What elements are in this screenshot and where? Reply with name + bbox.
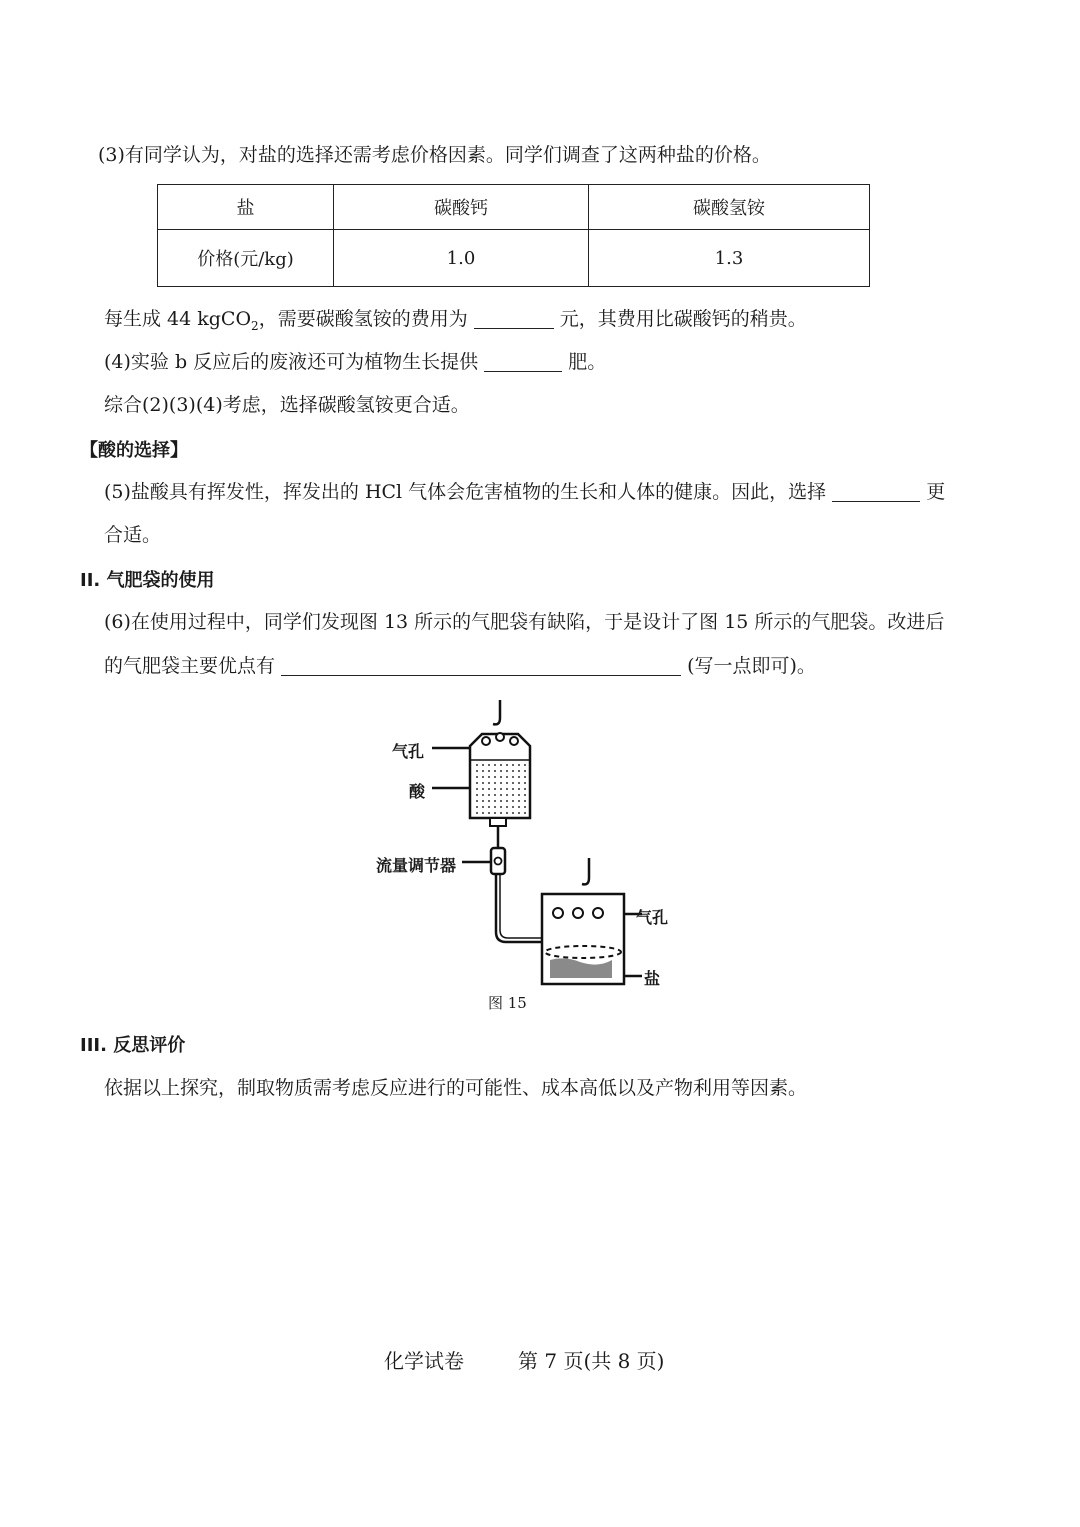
- summary: 综合(2)(3)(4)考虑，选择碳酸氢铵更合适。: [104, 394, 470, 416]
- acid-heading: 【酸的选择】: [80, 440, 188, 461]
- price-ammonium-bicarbonate: 1.3: [589, 230, 870, 287]
- cost-subscript: 2: [251, 318, 259, 333]
- q6-post: (写一点即可)。: [687, 655, 816, 677]
- answer-blank-cost[interactable]: [474, 308, 554, 329]
- answer-blank-advantage[interactable]: [281, 655, 681, 676]
- cost-mid: ，需要碳酸氢铵的费用为: [258, 308, 468, 330]
- acid-liquid: [473, 762, 527, 816]
- label-salt: 盐: [644, 969, 661, 988]
- table-row-label: 价格(元/kg): [158, 230, 334, 287]
- table-header-row: [158, 185, 870, 230]
- label-acid: 酸: [409, 782, 426, 801]
- q3-cost-line: [104, 306, 807, 339]
- table-header-salt: 盐: [158, 185, 334, 230]
- figure-caption: 图 15: [488, 994, 527, 1012]
- hook-icon: [582, 858, 589, 884]
- cost-post: 元，其费用比碳酸钙的稍贵。: [559, 308, 807, 330]
- section-2-heading: II. 气肥袋的使用: [80, 570, 215, 591]
- q6-line2: [104, 653, 816, 679]
- price-calcium-carbonate: 1.0: [334, 230, 589, 287]
- table-header-calcium-carbonate: 碳酸钙: [334, 185, 589, 230]
- answer-blank-acid[interactable]: [832, 481, 920, 502]
- conclusion: 依据以上探究，制取物质需考虑反应进行的可能性、成本高低以及产物利用等因素。: [104, 1077, 808, 1099]
- section-3-heading: III. 反思评价: [80, 1035, 186, 1056]
- vent-hole-icon: [573, 908, 583, 918]
- q6-pre: 的气肥袋主要优点有: [104, 655, 276, 677]
- tube-lower: [496, 874, 544, 942]
- label-flow-regulator: 流量调节器: [376, 856, 457, 875]
- q5-post: 更: [926, 481, 946, 503]
- vent-hole-icon: [482, 737, 490, 745]
- q5-pre: (5)盐酸具有挥发性，挥发出的 HCl 气体会危害植物的生长和人体的健康。因此，选择: [104, 481, 827, 503]
- q4-pre: (4)实验 b 反应后的废液还可为植物生长提供: [104, 351, 479, 373]
- vent-hole-icon: [593, 908, 603, 918]
- q3-intro: (3)有同学认为，对盐的选择还需考虑价格因素。同学们调查了这两种盐的价格。: [98, 144, 771, 166]
- cost-pre: 每生成 44 kgCO: [104, 308, 252, 330]
- price-table: [157, 184, 870, 287]
- vent-hole-icon: [510, 737, 518, 745]
- q4-line: [104, 349, 606, 375]
- footer-page-number: 第 7 页(共 8 页): [518, 1349, 665, 1373]
- q5-line2: 合适。: [104, 524, 162, 546]
- footer-subject: 化学试卷: [384, 1349, 464, 1373]
- table-row: [158, 230, 870, 287]
- label-vent-bottom: 气孔: [636, 908, 669, 927]
- label-vent-top: 气孔: [392, 742, 425, 761]
- q5-line1: [104, 479, 945, 505]
- vent-hole-icon: [496, 733, 504, 741]
- q6-line1: (6)在使用过程中，同学们发现图 13 所示的气肥袋有缺陷，于是设计了图 15 所示的气肥袋。改进后: [104, 611, 945, 633]
- table-header-ammonium-bicarbonate: 碳酸氢铵: [589, 185, 870, 230]
- hook-icon: [493, 700, 500, 724]
- vent-hole-icon: [553, 908, 563, 918]
- q4-post: 肥。: [568, 351, 607, 373]
- answer-blank-fertilizer[interactable]: [484, 351, 562, 372]
